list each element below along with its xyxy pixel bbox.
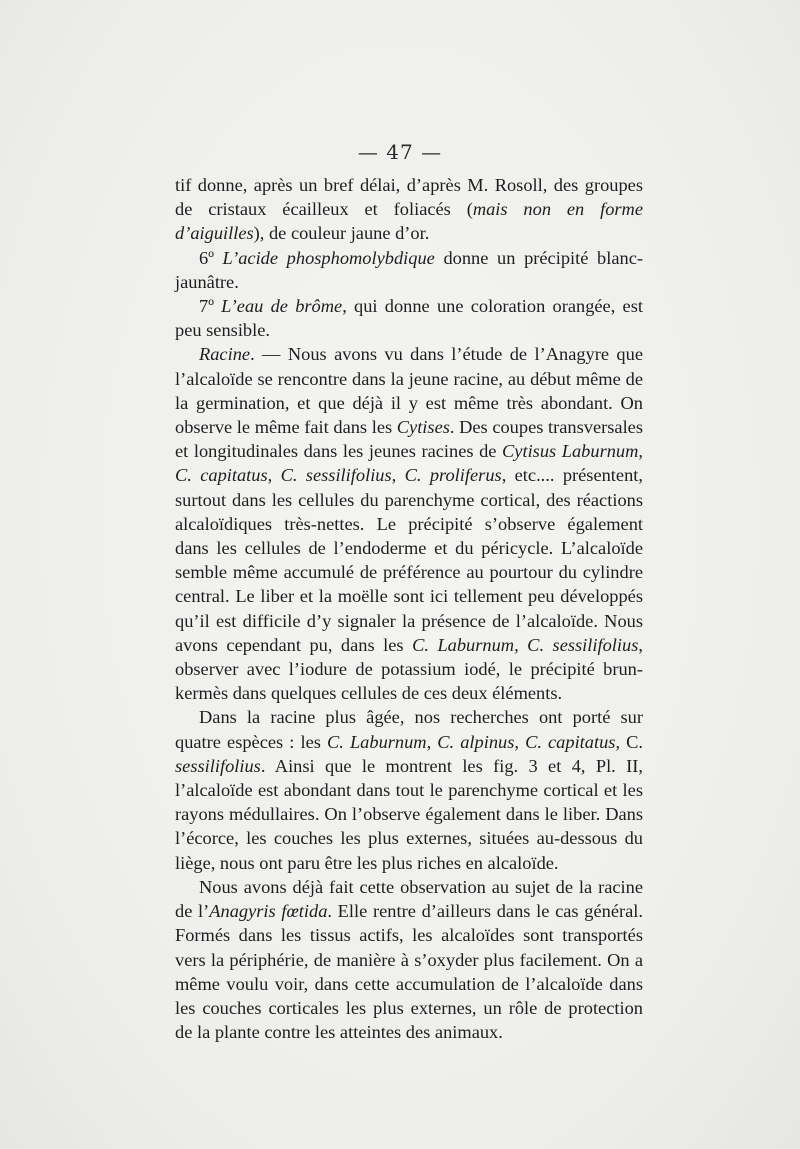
text-run: tif donne, après un bref délai, d’après M. Rosoll, des groupes de cristaux écailleux et foliacés ( (175, 175, 643, 220)
italic-text: Cytisus Laburnum, C. capitatus, C. sessilifolius, C. proliferus (175, 441, 643, 486)
paragraph (175, 705, 643, 874)
text-run: . Des coupes transversales et longitudinales dans les jeunes racines de (175, 417, 643, 462)
text-run: donne un précipité blanc-jaunâtre. (175, 247, 643, 292)
italic-text: Anagyris fœtida (209, 901, 328, 922)
italic-text: C. Laburnum, C. alpinus, C. capitatus (327, 731, 616, 752)
italic-text: L’acide phosphomolybdique (222, 247, 435, 268)
text-run: Dans la racine plus âgée, nos recherches ont porté sur quatre espèces : les (175, 707, 643, 752)
text-run: 6º (199, 247, 223, 268)
text-run: , etc.... présentent, surtout dans les cellules du parenchyme cortical, des réactions alcaloïdiques très-nettes. Le précipité s’observe également dans les cellules de l’endoderme et du péricycle. L’alcaloïde semble même accumulé de préférence au pourtour du cylindre central. Le liber et la moëlle sont ici tellement peu développés qu’il est difficile d’y signaler la présence de l’alcaloïde. Nous avons cependant pu, dans les (175, 465, 643, 655)
paragraph (175, 294, 643, 342)
italic-text: mais non en forme d’aiguilles (175, 199, 643, 244)
page-number: — 47 — (357, 140, 443, 164)
text-run: , C. (615, 731, 644, 752)
text-run: , observer avec l’iodure de potassium iodé, le précipité brun-kermès dans quelques cellules de ces deux éléments. (175, 634, 643, 704)
paragraph (175, 875, 643, 1044)
text-run: Nous avons déjà fait cette observation au sujet de la racine de l’ (175, 876, 643, 922)
paragraph (175, 342, 643, 705)
italic-text: sessilifolius (175, 755, 261, 776)
text-run: ), de couleur jaune d’or. (253, 223, 430, 244)
text-run: , qui donne une coloration orangée, est peu sensible. (175, 296, 643, 341)
body-text (175, 173, 643, 1044)
italic-text: L’eau de brôme (221, 296, 343, 317)
text-run: . Ainsi que le montrent les fig. 3 et 4, Pl. II, l’alcaloïde est abondant dans tout le parenchyme cortical et les rayons médullaires. On l’observe également dans le liber. Dans l’écorce, les couches les plus externes, situées au-dessous du liège, nous ont paru être les plus riches en alcaloïde. (175, 755, 643, 873)
italic-text: C. Laburnum, C. sessilifolius (412, 634, 639, 655)
text-run: 7º (199, 296, 222, 317)
italic-text: Cytises (396, 417, 450, 438)
paragraph (175, 246, 643, 294)
text-run: . — Nous avons vu dans l’étude de l’Anagyre que l’alcaloïde se rencontre dans la jeune racine, au début même de la germination, et que déjà il y est même très abondant. On observe le même fait dans les (175, 344, 643, 438)
paragraph (175, 173, 643, 246)
italic-text: Racine (199, 344, 251, 365)
text-run: . Elle rentre d’ailleurs dans le cas général. Formés dans les tissus actifs, les alcaloïdes sont transportés vers la périphérie, de manière à s’oxyder plus facilement. On a même voulu voir, dans cette accumulation de l’alcaloïde dans les couches corticales les plus externes, un rôle de protection de la plante contre les atteintes des animaux. (175, 901, 643, 1043)
